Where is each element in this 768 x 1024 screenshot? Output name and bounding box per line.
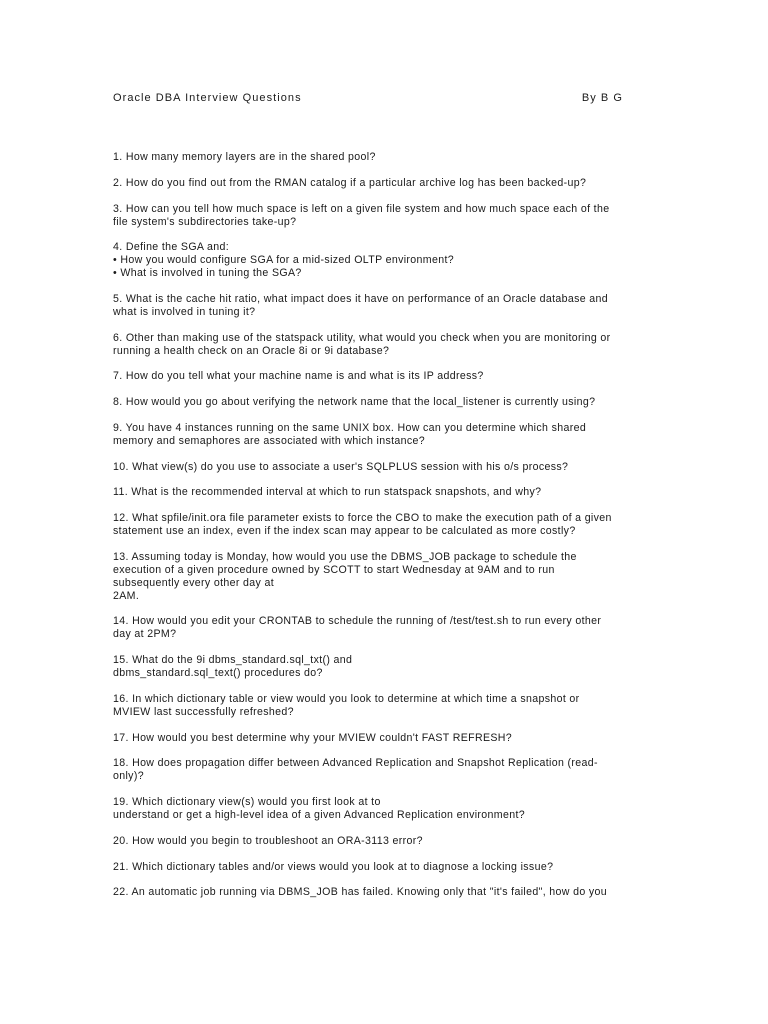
question-line: understand or get a high-level idea of a given Advanced Replication environment?	[113, 808, 525, 821]
question-item	[113, 886, 661, 899]
question-item	[113, 203, 661, 229]
question-line: 15. What do the 9i dbms_standard.sql_txt() and	[113, 654, 353, 667]
document-author: By B G	[581, 92, 623, 104]
question-line: what is involved in tuning it?	[113, 305, 256, 318]
question-line: 11. What is the recommended interval at which to run statspack snapshots, and why?	[113, 486, 542, 499]
question-line: file system's subdirectories take-up?	[113, 215, 297, 228]
question-line: running a health check on an Oracle 8i or 9i database?	[113, 344, 390, 357]
question-line: subsequently every other day at	[113, 576, 275, 589]
question-item	[113, 615, 661, 641]
question-line: 17. How would you best determine why your MVIEW couldn't FAST REFRESH?	[113, 731, 513, 744]
question-line: MVIEW last successfully refreshed?	[113, 705, 294, 718]
question-line: 9. You have 4 instances running on the same UNIX box. How can you determine which shared	[113, 421, 587, 434]
question-item	[113, 757, 661, 783]
question-item	[113, 177, 661, 190]
question-line: 21. Which dictionary tables and/or views would you look at to diagnose a locking issue?	[113, 860, 554, 873]
question-line: • What is involved in tuning the SGA?	[113, 267, 302, 280]
question-line: 4. Define the SGA and:	[113, 241, 230, 254]
question-line: memory and semaphores are associated with which instance?	[113, 434, 426, 447]
question-line: 13. Assuming today is Monday, how would you use the DBMS_JOB package to schedule the	[113, 550, 577, 563]
question-line: • How you would configure SGA for a mid-sized OLTP environment?	[113, 254, 454, 267]
question-list	[113, 151, 661, 912]
question-item	[113, 654, 661, 680]
question-item	[113, 835, 661, 848]
question-item	[113, 461, 661, 474]
question-line: statement use an index, even if the index scan may appear to be calculated as more costly?	[113, 525, 576, 538]
question-item	[113, 422, 661, 448]
question-item	[113, 293, 661, 319]
question-line: 20. How would you begin to troubleshoot an ORA-3113 error?	[113, 834, 423, 847]
question-line: 12. What spfile/init.ora file parameter exists to force the CBO to make the execution path of a given	[113, 512, 612, 525]
question-item	[113, 861, 661, 874]
question-item	[113, 370, 661, 383]
question-line: only)?	[113, 770, 144, 783]
question-line: 22. An automatic job running via DBMS_JOB has failed. Knowing only that "it's failed", how do you	[113, 886, 607, 899]
question-item	[113, 732, 661, 745]
page-header	[113, 90, 623, 106]
question-item	[113, 332, 661, 358]
question-item	[113, 551, 661, 603]
question-line: 3. How can you tell how much space is left on a given file system and how much space each of the	[113, 202, 610, 215]
question-line: execution of a given procedure owned by SCOTT to start Wednesday at 9AM and to run	[113, 563, 555, 576]
question-line: 14. How would you edit your CRONTAB to schedule the running of /test/test.sh to run every other	[113, 615, 602, 628]
question-line: 2AM.	[113, 589, 140, 602]
question-item	[113, 241, 661, 280]
question-line: 2. How do you find out from the RMAN catalog if a particular archive log has been backed-up?	[113, 176, 587, 189]
question-item	[113, 151, 661, 164]
question-line: 16. In which dictionary table or view would you look to determine at which time a snapshot or	[113, 692, 580, 705]
question-item	[113, 486, 661, 499]
question-line: 18. How does propagation differ between Advanced Replication and Snapshot Replication (read-	[113, 757, 598, 770]
question-line: 7. How do you tell what your machine name is and what is its IP address?	[113, 370, 484, 383]
question-line: 10. What view(s) do you use to associate a user's SQLPLUS session with his o/s process?	[113, 460, 569, 473]
document-title: Oracle DBA Interview Questions	[113, 92, 302, 104]
question-item	[113, 396, 661, 409]
question-line: day at 2PM?	[113, 628, 177, 641]
question-item	[113, 693, 661, 719]
question-line: 1. How many memory layers are in the shared pool?	[113, 151, 376, 163]
question-line: 19. Which dictionary view(s) would you first look at to	[113, 796, 381, 809]
question-item	[113, 796, 661, 822]
question-line: 8. How would you go about verifying the network name that the local_listener is currently using?	[113, 396, 596, 409]
question-line: 6. Other than making use of the statspack utility, what would you check when you are monitoring or	[113, 331, 611, 344]
question-item	[113, 512, 661, 538]
question-line: dbms_standard.sql_text() procedures do?	[113, 667, 323, 680]
question-line: 5. What is the cache hit ratio, what impact does it have on performance of an Oracle database and	[113, 292, 609, 305]
